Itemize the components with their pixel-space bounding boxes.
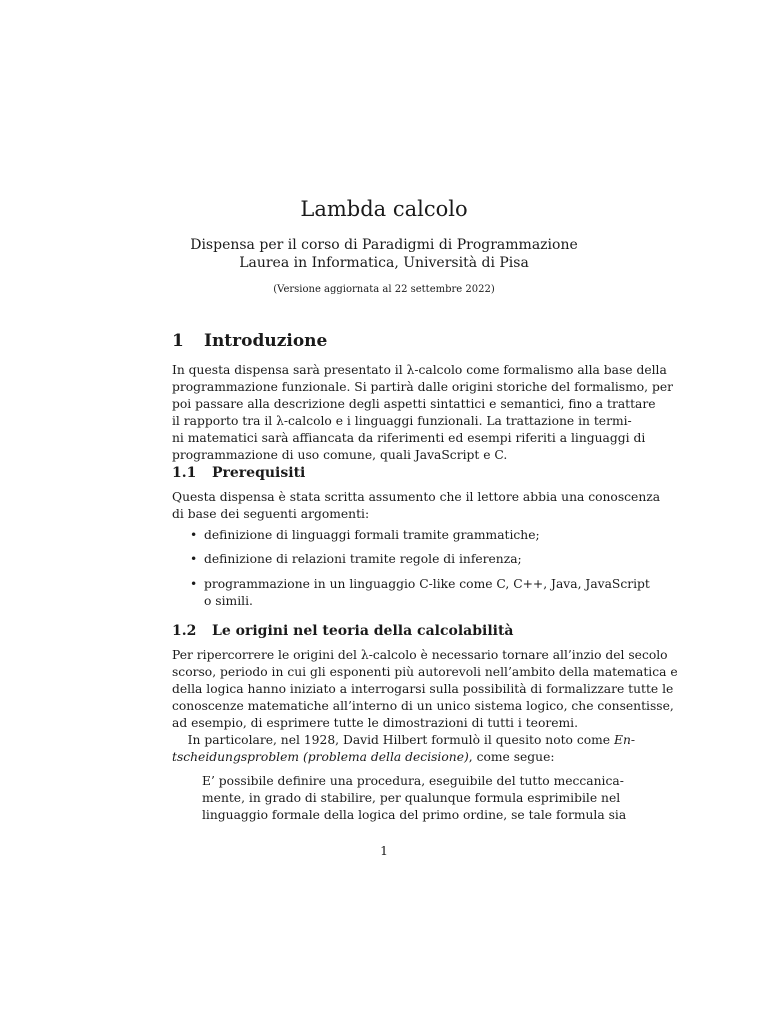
list-item: definizione di relazioni tramite regole di inferenza; [204,552,522,566]
bullet-icon: • [190,552,198,566]
paragraph-line: della logica hanno iniziato a interrogarsi sulla possibilità di formalizzare tutte le [172,682,674,696]
subsection-title: Le origini nel teoria della calcolabilità [212,623,514,639]
paragraph-line: In questa dispensa sarà presentato il λ-calcolo come formalismo alla base della [172,363,667,377]
quote-line: E’ possibile definire una procedura, eseguibile del tutto meccanica- [202,774,624,788]
subsection-number: 1.2 [172,623,197,639]
paragraph-line: ni matematici sarà affiancata da riferimenti ed esempi riferiti a linguaggi di [172,431,646,445]
subsection-number: 1.1 [172,465,197,481]
section-heading-introduzione [172,330,327,352]
subsection-heading-prerequisiti [172,464,305,482]
paragraph-line: di base dei seguenti argomenti: [172,507,370,521]
list-item-continuation: o simili. [204,594,253,608]
paragraph-line [172,732,636,749]
subsection-title: Prerequisiti [212,465,306,481]
paragraph-line: Per ripercorrere le origini del λ-calcolo è necessario tornare all’inzio del secolo [172,648,668,662]
paragraph-line: ad esempio, di esprimere tutte le dimostrazioni di tutti i teoremi. [172,716,579,730]
subtitle-line-2: Laurea in Informatica, Università di Pisa [239,255,529,271]
page-number: 1 [380,844,388,858]
paragraph-line: conoscenze matematiche all’interno di un unico sistema logico, che consentisse, [172,699,674,713]
section-number: 1 [172,331,184,351]
version-note: (Versione aggiornata al 22 settembre 2022) [273,284,495,295]
paragraph-line [172,749,616,766]
paragraph-line: programmazione di uso comune, quali JavaScript e C. [172,448,508,462]
document-title: Lambda calcolo [300,197,468,221]
emphasis-text: tscheidungsproblem (problema della decisione) [172,750,469,764]
subtitle-line-1: Dispensa per il corso di Paradigmi di Programmazione [190,237,578,253]
bullet-icon: • [190,577,198,591]
list-item: definizione di linguaggi formali tramite grammatiche; [204,528,540,542]
paragraph-line: poi passare alla descrizione degli aspetti sintattici e semantici, fino a trattare [172,397,656,411]
text-run: , come segue: [468,750,555,764]
list-item: programmazione in un linguaggio C-like come C, C++, Java, JavaScript [204,577,650,591]
paragraph-line: Questa dispensa è stata scritta assumento che il lettore abbia una conoscenza [172,490,661,504]
subsection-heading-origini [172,622,514,640]
text-run: In particolare, nel 1928, David Hilbert formulò il quesito noto come [172,733,614,747]
section-title: Introduzione [204,331,328,351]
quote-line: mente, in grado di stabilire, per qualunque formula esprimibile nel [202,791,621,805]
quote-line: linguaggio formale della logica del primo ordine, se tale formula sia [202,808,627,822]
paragraph-line: programmazione funzionale. Si partirà dalle origini storiche del formalismo, per [172,380,674,394]
emphasis-text: En- [614,733,636,747]
paragraph-line: il rapporto tra il λ-calcolo e i linguaggi funzionali. La trattazione in termi- [172,414,632,428]
bullet-icon: • [190,528,198,542]
paragraph-line: scorso, periodo in cui gli esponenti più autorevoli nell’ambito della matematica e [172,665,678,679]
